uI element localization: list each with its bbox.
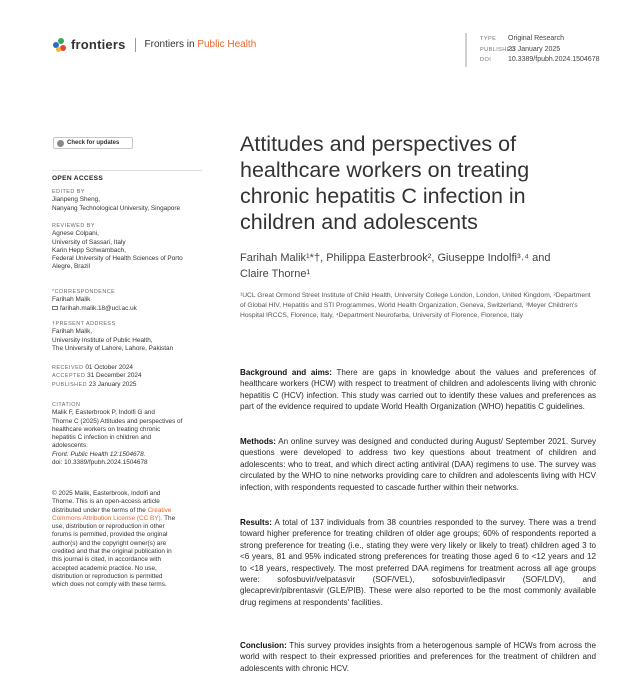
header-divider [135,38,136,52]
open-access-label: OPEN ACCESS [52,175,104,182]
correspondence-block: *CORRESPONDENCE Farihah Malik farihah.malik.18@ucl.ac.uk [52,288,222,313]
logo-wordmark: frontiers [71,37,126,52]
citation-block: CITATION Malik F, Easterbrook P, Indolfi G and Thorne C (2025) Attitudes and perspectives of healthcare workers on treating chronic hepatitis C infection in children and adolescents. Front. Public Health 12:1504678. doi: 10.3389/fpubh.2024.1504678 [52,401,222,467]
affiliations: ¹UCL Great Ormond Street Institute of Child Health, University College London, London, United Kingdom, ²Department of Global HIV, Hepatitis and STI Programmes, World Health Organization, Geneva, Switzerland, ³Meyer Children's Hospital IRCCS, Florence, Italy, ⁴Department Neurofarba, University of Florence, Florence, Italy [240,292,591,319]
dates-block: RECEIVED 01 October 2024 ACCEPTED 31 December 2024 PUBLISHED 23 January 2025 [52,364,142,388]
authors-line[interactable]: Farihah Malik¹*†, Philippa Easterbrook², Giuseppe Indolfi³˒⁴ and [240,252,551,264]
frontiers-logo[interactable] [53,37,256,52]
article-title: Attitudes and perspectives of healthcare workers on treating chronic hepatitis C infection in children and adolescents [240,132,530,234]
update-icon [57,140,64,147]
abstract-conclusion: Conclusion: This survey provides insights from a heterogenous sample of HCWs from across the world with respect to their expressed priorities and preferences for the treatment of children and adolescents with chronic HCV. [240,641,596,673]
article-meta: TYPE Original Research PUBLISHED23 January 2025 DOI 10.3389/fpubh.2024.1504678 [480,35,600,63]
sidebar-divider [52,170,202,171]
check-for-updates-button[interactable]: Check for updates [53,137,133,149]
edited-by-block: EDITED BY Jianpeng Sheng, Nanyang Technological University, Singapore [52,189,181,212]
author-list [240,251,600,282]
authors-line[interactable]: Claire Thorne¹ [240,267,311,280]
abstract-results: Results: A total of 137 individuals from 38 countries responded to the survey. There was a trend toward higher preference for treating children of older age groups; 60% of respondents reported a strong preference for treating (i.e., stating they were very likely or likely to treat) children aged 3 to <6 years, 81 and 95% indicated strong preferences for treating those aged 6 to <12 years and 12 to <18 years, respectively. The most preferred DAA regimens for treatment across all age groups were: sofosbuvir/velpatasvir (SOF/VEL), sofosbuvir/ledipasvir (SOF/LDV), and glecaprevir/pibrentasvir (GLE/PIB). These were also reported to be the most commonly available drug regimens at respondents' facilities. [240,518,596,607]
license-link-cont[interactable]: Commons Attribution License (CC BY). [52,514,163,522]
publish-date: 23 January 2025 [508,45,561,53]
copyright-block: © 2025 Malik, Easterbrook, Indolfi and Thorne. This is an open-access article distributed under the terms of the Creative Commons Attribution License (CC BY). The use, distribution or reproduction in other forums is permitted, provided the original author(s) and the copyright owner(s) are credited and that the original publication in this journal is cited, in accordance with accepted academic practice. No use, distribution or reproduction is permitted which does not comply with these terms. [52,490,176,589]
abstract-methods: Methods: An online survey was designed and conducted during August/ September 2021. Survey questions were developed to address two key questions about treatment of children and adolescents: who to treat, and which direct acting antiviral (DAA) regimens to use. The survey was circulated by the WHO to nine networks providing care to children and adolescents living with HCV infection, with respondents requested to cascade further within their networks. [240,437,596,492]
article-type: Original Research [508,35,565,42]
reviewed-by-block: REVIEWED BY Agnese Colpani, University of Sassari, Italy Karin Hepp Schwambach, Federal University of Health Sciences of Porto Alegre, Brazil [52,223,183,271]
citation-doi[interactable]: doi: 10.3389/fpubh.2024.1504678 [52,459,148,467]
correspondence-email[interactable]: farihah.malik.18@ucl.ac.uk [52,305,222,313]
journal-name: Frontiers in Public Health [144,39,257,50]
frontiers-logo-icon [53,38,67,52]
abstract-background: Background and aims: There are gaps in knowledge about the values and preferences of healthcare workers (HCW) with respect to treatment of children and adolescents living with chronic hepatitis C (HCV) infection. This study was carried out to identify these values and preferences as part of the evidence required to update World Health Organization (WHO) hepatitis C guidelines. [240,368,596,412]
meta-divider [465,33,467,67]
mail-icon [52,306,58,310]
doi-link[interactable]: 10.3389/fpubh.2024.1504678 [508,56,600,63]
present-address-block: †PRESENT ADDRESS Farihah Malik, University Institute of Public Health, The University of Lahore, Lahore, Pakistan [52,321,174,352]
license-link[interactable]: Creative [147,506,172,514]
